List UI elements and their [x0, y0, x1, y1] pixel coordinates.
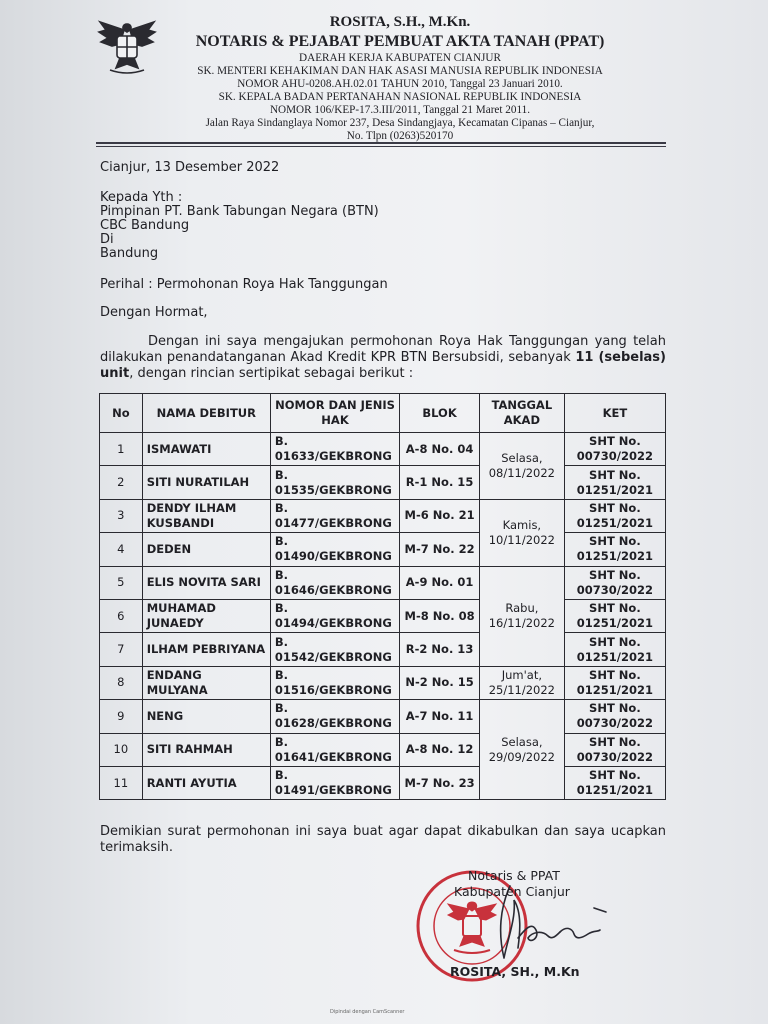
letter-body [100, 334, 666, 382]
letterhead-line: NOMOR AHU-0208.AH.02.01 TAHUN 2010, Tanggal 23 Januari 2010. [237, 78, 563, 90]
col-header: KET [564, 394, 665, 433]
table-row [100, 666, 666, 699]
debtor-name: ENDANG MULYANA [142, 666, 270, 699]
letter-greeting: Dengan Hormat, [100, 305, 208, 320]
rights-number: B. 01542/GEKBRONG [270, 633, 399, 666]
table-row [100, 533, 666, 566]
certificate-note: SHT No. 00730/2022 [564, 700, 665, 733]
row-number: 10 [100, 733, 143, 766]
table-row [100, 633, 666, 666]
block-number: A-8 No. 04 [400, 433, 480, 466]
certificate-note: SHT No. 01251/2021 [564, 766, 665, 799]
letterhead-line: SK. MENTERI KEHAKIMAN DAN HAK ASASI MANUSIA REPUBLIK INDONESIA [197, 65, 603, 77]
rights-number: B. 01477/GEKBRONG [270, 499, 399, 532]
certificate-note: SHT No. 00730/2022 [564, 566, 665, 599]
col-header: NOMOR DAN JENIS HAK [270, 394, 399, 433]
row-number: 11 [100, 766, 143, 799]
recipient-line: Bandung [100, 246, 159, 261]
scanner-footer: Dipindai dengan CamScanner [330, 1009, 405, 1015]
rights-number: B. 01641/GEKBRONG [270, 733, 399, 766]
block-number: M-8 No. 08 [400, 599, 480, 632]
recipient-label: Kepada Yth : [100, 190, 183, 205]
table-header-row [100, 394, 666, 433]
deed-date [480, 433, 565, 500]
deed-date [480, 499, 565, 566]
letter-subject: Perihal : Permohonan Roya Hak Tanggungan [100, 277, 388, 292]
debtor-name: ILHAM PEBRIYANA [142, 633, 270, 666]
table-row [100, 566, 666, 599]
row-number: 6 [100, 599, 143, 632]
deed-day: Selasa, [501, 450, 543, 465]
table-row [100, 499, 666, 532]
table-row [100, 466, 666, 499]
garuda-emblem-icon [96, 14, 158, 78]
certificate-note: SHT No. 01251/2021 [564, 466, 665, 499]
letterhead-line: No. Tlpn (0263)520170 [346, 130, 454, 142]
rights-number: B. 01491/GEKBRONG [270, 766, 399, 799]
certificate-note: SHT No. 01251/2021 [564, 633, 665, 666]
table-row [100, 599, 666, 632]
deed-date [480, 666, 565, 699]
debtor-name: ISMAWATI [142, 433, 270, 466]
debtor-name: SITI NURATILAH [142, 466, 270, 499]
letterhead-divider [96, 146, 666, 147]
recipient-line: CBC Bandung [100, 218, 190, 233]
block-number: M-6 No. 21 [400, 499, 480, 532]
certificate-note: SHT No. 00730/2022 [564, 433, 665, 466]
rights-number: B. 01535/GEKBRONG [270, 466, 399, 499]
block-number: A-7 No. 11 [400, 700, 480, 733]
notary-name: ROSITA, S.H., M.Kn. [329, 14, 471, 30]
deed-day: Selasa, [501, 734, 543, 749]
row-number: 9 [100, 700, 143, 733]
debtor-name: RANTI AYUTIA [142, 766, 270, 799]
debtor-name: DEDEN [142, 533, 270, 566]
row-number: 4 [100, 533, 143, 566]
col-header: No [100, 394, 143, 433]
deed-date [480, 566, 565, 666]
signer-area: Kabupaten Cianjur [454, 884, 570, 899]
letter-date: Cianjur, 13 Desember 2022 [100, 160, 280, 175]
rights-number: B. 01628/GEKBRONG [270, 700, 399, 733]
signer-role: Notaris & PPAT [468, 868, 560, 883]
block-number: M-7 No. 22 [400, 533, 480, 566]
debtor-name: NENG [142, 700, 270, 733]
block-number: A-8 No. 12 [400, 733, 480, 766]
rights-number: B. 01633/GEKBRONG [270, 433, 399, 466]
deed-date-value: 16/11/2022 [488, 616, 556, 631]
col-header: BLOK [400, 394, 480, 433]
debtor-name: SITI RAHMAH [142, 733, 270, 766]
block-number: N-2 No. 15 [400, 666, 480, 699]
notary-title: NOTARIS & PEJABAT PEMBUAT AKTA TANAH (PPAT) [195, 33, 605, 50]
row-number: 8 [100, 666, 143, 699]
debtor-table [99, 393, 666, 800]
recipient-line: Pimpinan PT. Bank Tabungan Negara (BTN) [100, 204, 379, 219]
deed-date-value: 10/11/2022 [488, 532, 556, 547]
table-row [100, 733, 666, 766]
col-header: TANGGAL AKAD [480, 394, 565, 433]
rights-number: B. 01490/GEKBRONG [270, 533, 399, 566]
certificate-note: SHT No. 01251/2021 [564, 499, 665, 532]
row-number: 2 [100, 466, 143, 499]
certificate-note: SHT No. 01251/2021 [564, 599, 665, 632]
deed-day: Rabu, [505, 601, 539, 616]
table-row [100, 433, 666, 466]
letter-closing: Demikian surat permohonan ini saya buat agar dapat dikabulkan dan saya ucapkan terimaksih. [100, 824, 666, 855]
rights-number: B. 01516/GEKBRONG [270, 666, 399, 699]
block-number: A-9 No. 01 [400, 566, 480, 599]
row-number: 3 [100, 499, 143, 532]
letterhead-line: NOMOR 106/KEP-17.3.III/2011, Tanggal 21 Maret 2011. [269, 104, 531, 116]
debtor-name: ELIS NOVITA SARI [142, 566, 270, 599]
recipient-line: Di [100, 232, 114, 247]
row-number: 7 [100, 633, 143, 666]
signer-name: ROSITA, SH., M.Kn [450, 964, 580, 979]
letterhead-line: DAERAH KERJA KABUPATEN CIANJUR [299, 52, 501, 64]
unit-count: 11 (sebelas) unit [100, 350, 666, 381]
debtor-name: MUHAMAD JUNAEDY [142, 599, 270, 632]
body-text: , dengan rincian sertipikat sebagai berikut : [129, 366, 414, 381]
row-number: 5 [100, 566, 143, 599]
letterhead-divider [96, 142, 666, 144]
certificate-note: SHT No. 00730/2022 [564, 733, 665, 766]
row-number: 1 [100, 433, 143, 466]
block-number: R-1 No. 15 [400, 466, 480, 499]
certificate-note: SHT No. 01251/2021 [564, 666, 665, 699]
table-row [100, 766, 666, 799]
debtor-name: DENDY ILHAM KUSBANDI [142, 499, 270, 532]
deed-date-value: 25/11/2022 [488, 682, 556, 697]
deed-date-value: 29/09/2022 [488, 749, 556, 764]
deed-date [480, 700, 565, 800]
deed-day: Jum'at, [501, 667, 542, 682]
certificate-note: SHT No. 01251/2021 [564, 533, 665, 566]
table-body [100, 433, 666, 800]
deed-date-value: 08/11/2022 [488, 465, 556, 480]
deed-day: Kamis, [502, 517, 542, 532]
rights-number: B. 01646/GEKBRONG [270, 566, 399, 599]
letterhead-line: SK. KEPALA BADAN PERTANAHAN NASIONAL REPUBLIK INDONESIA [218, 91, 582, 103]
block-number: R-2 No. 13 [400, 633, 480, 666]
col-header: NAMA DEBITUR [142, 394, 270, 433]
letterhead-line: Jalan Raya Sindanglaya Nomor 237, Desa Sindangjaya, Kecamatan Cipanas – Cianjur, [205, 117, 595, 129]
block-number: M-7 No. 23 [400, 766, 480, 799]
body-text: Dengan ini saya mengajukan permohonan Roya Hak Tanggungan yang telah dilakukan penandatanganan Akad Kredit KPR BTN Bersubsidi, sebanyak [100, 334, 666, 365]
table-row [100, 700, 666, 733]
rights-number: B. 01494/GEKBRONG [270, 599, 399, 632]
